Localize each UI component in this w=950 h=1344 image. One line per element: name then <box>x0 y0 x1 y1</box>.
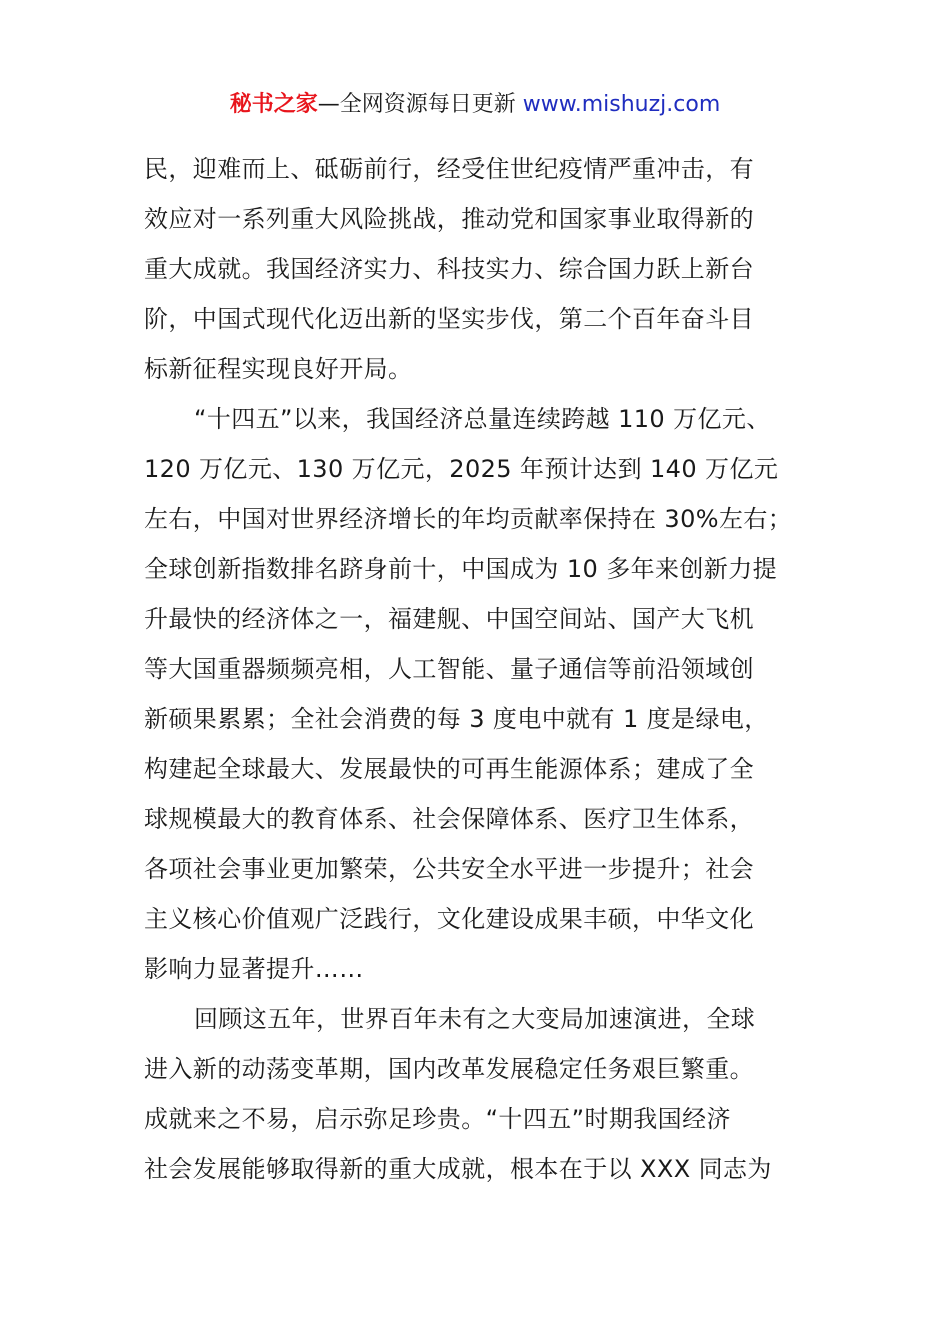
text-line: 构建起全球最大、发展最快的可再生能源体系；建成了全 <box>144 755 754 783</box>
site-url[interactable]: www.mishuzj.com <box>522 92 721 117</box>
text-line: 民，迎难而上、砥砺前行，经受住世纪疫情严重冲击，有 <box>144 155 754 183</box>
text-line: 等大国重器频频亮相，人工智能、量子通信等前沿领域创 <box>144 655 754 683</box>
text-line: 120 万亿元、130 万亿元，2025 年预计达到 140 万亿元 <box>144 455 779 483</box>
text-line: 影响力显著提升…… <box>144 955 364 983</box>
site-tagline: —全网资源每日更新 <box>317 92 523 117</box>
site-name: 秘书之家 <box>229 92 318 117</box>
text-line: 新硕果累累；全社会消费的每 3 度电中就有 1 度是绿电， <box>144 705 769 733</box>
text-line: 各项社会事业更加繁荣，公共安全水平进一步提升；社会 <box>144 855 754 883</box>
text-line: 主义核心价值观广泛践行，文化建设成果丰硕，中华文化 <box>144 905 754 933</box>
text-line: 全球创新指数排名跻身前十，中国成为 10 多年来创新力提 <box>144 555 777 583</box>
text-line: 成就来之不易，启示弥足珍贵。“十四五”时期我国经济 <box>144 1105 731 1133</box>
text-line: 球规模最大的教育体系、社会保障体系、医疗卫生体系， <box>144 805 754 833</box>
page-header <box>0 88 950 122</box>
text-line: 阶，中国式现代化迈出新的坚实步伐，第二个百年奋斗目 <box>144 305 754 333</box>
text-line: 左右，中国对世界经济增长的年均贡献率保持在 30%左右； <box>144 505 793 533</box>
text-line: 升最快的经济体之一，福建舰、中国空间站、国产大飞机 <box>144 605 754 633</box>
text-line: 标新征程实现良好开局。 <box>144 355 413 383</box>
text-line: 社会发展能够取得新的重大成就，根本在于以 XXX 同志为 <box>144 1155 772 1183</box>
text-line: 回顾这五年，世界百年未有之大变局加速演进，全球 <box>194 1005 756 1033</box>
document-body <box>144 144 820 1194</box>
text-line: 重大成就。我国经济实力、科技实力、综合国力跃上新台 <box>144 255 754 283</box>
paragraph-3 <box>144 994 820 1194</box>
paragraph-2 <box>144 394 820 994</box>
text-line: 效应对一系列重大风险挑战，推动党和国家事业取得新的 <box>144 205 754 233</box>
text-line: “十四五”以来，我国经济总量连续跨越 110 万亿元、 <box>194 405 771 433</box>
text-line: 进入新的动荡变革期，国内改革发展稳定任务艰巨繁重。 <box>144 1055 754 1083</box>
paragraph-1 <box>144 144 820 394</box>
